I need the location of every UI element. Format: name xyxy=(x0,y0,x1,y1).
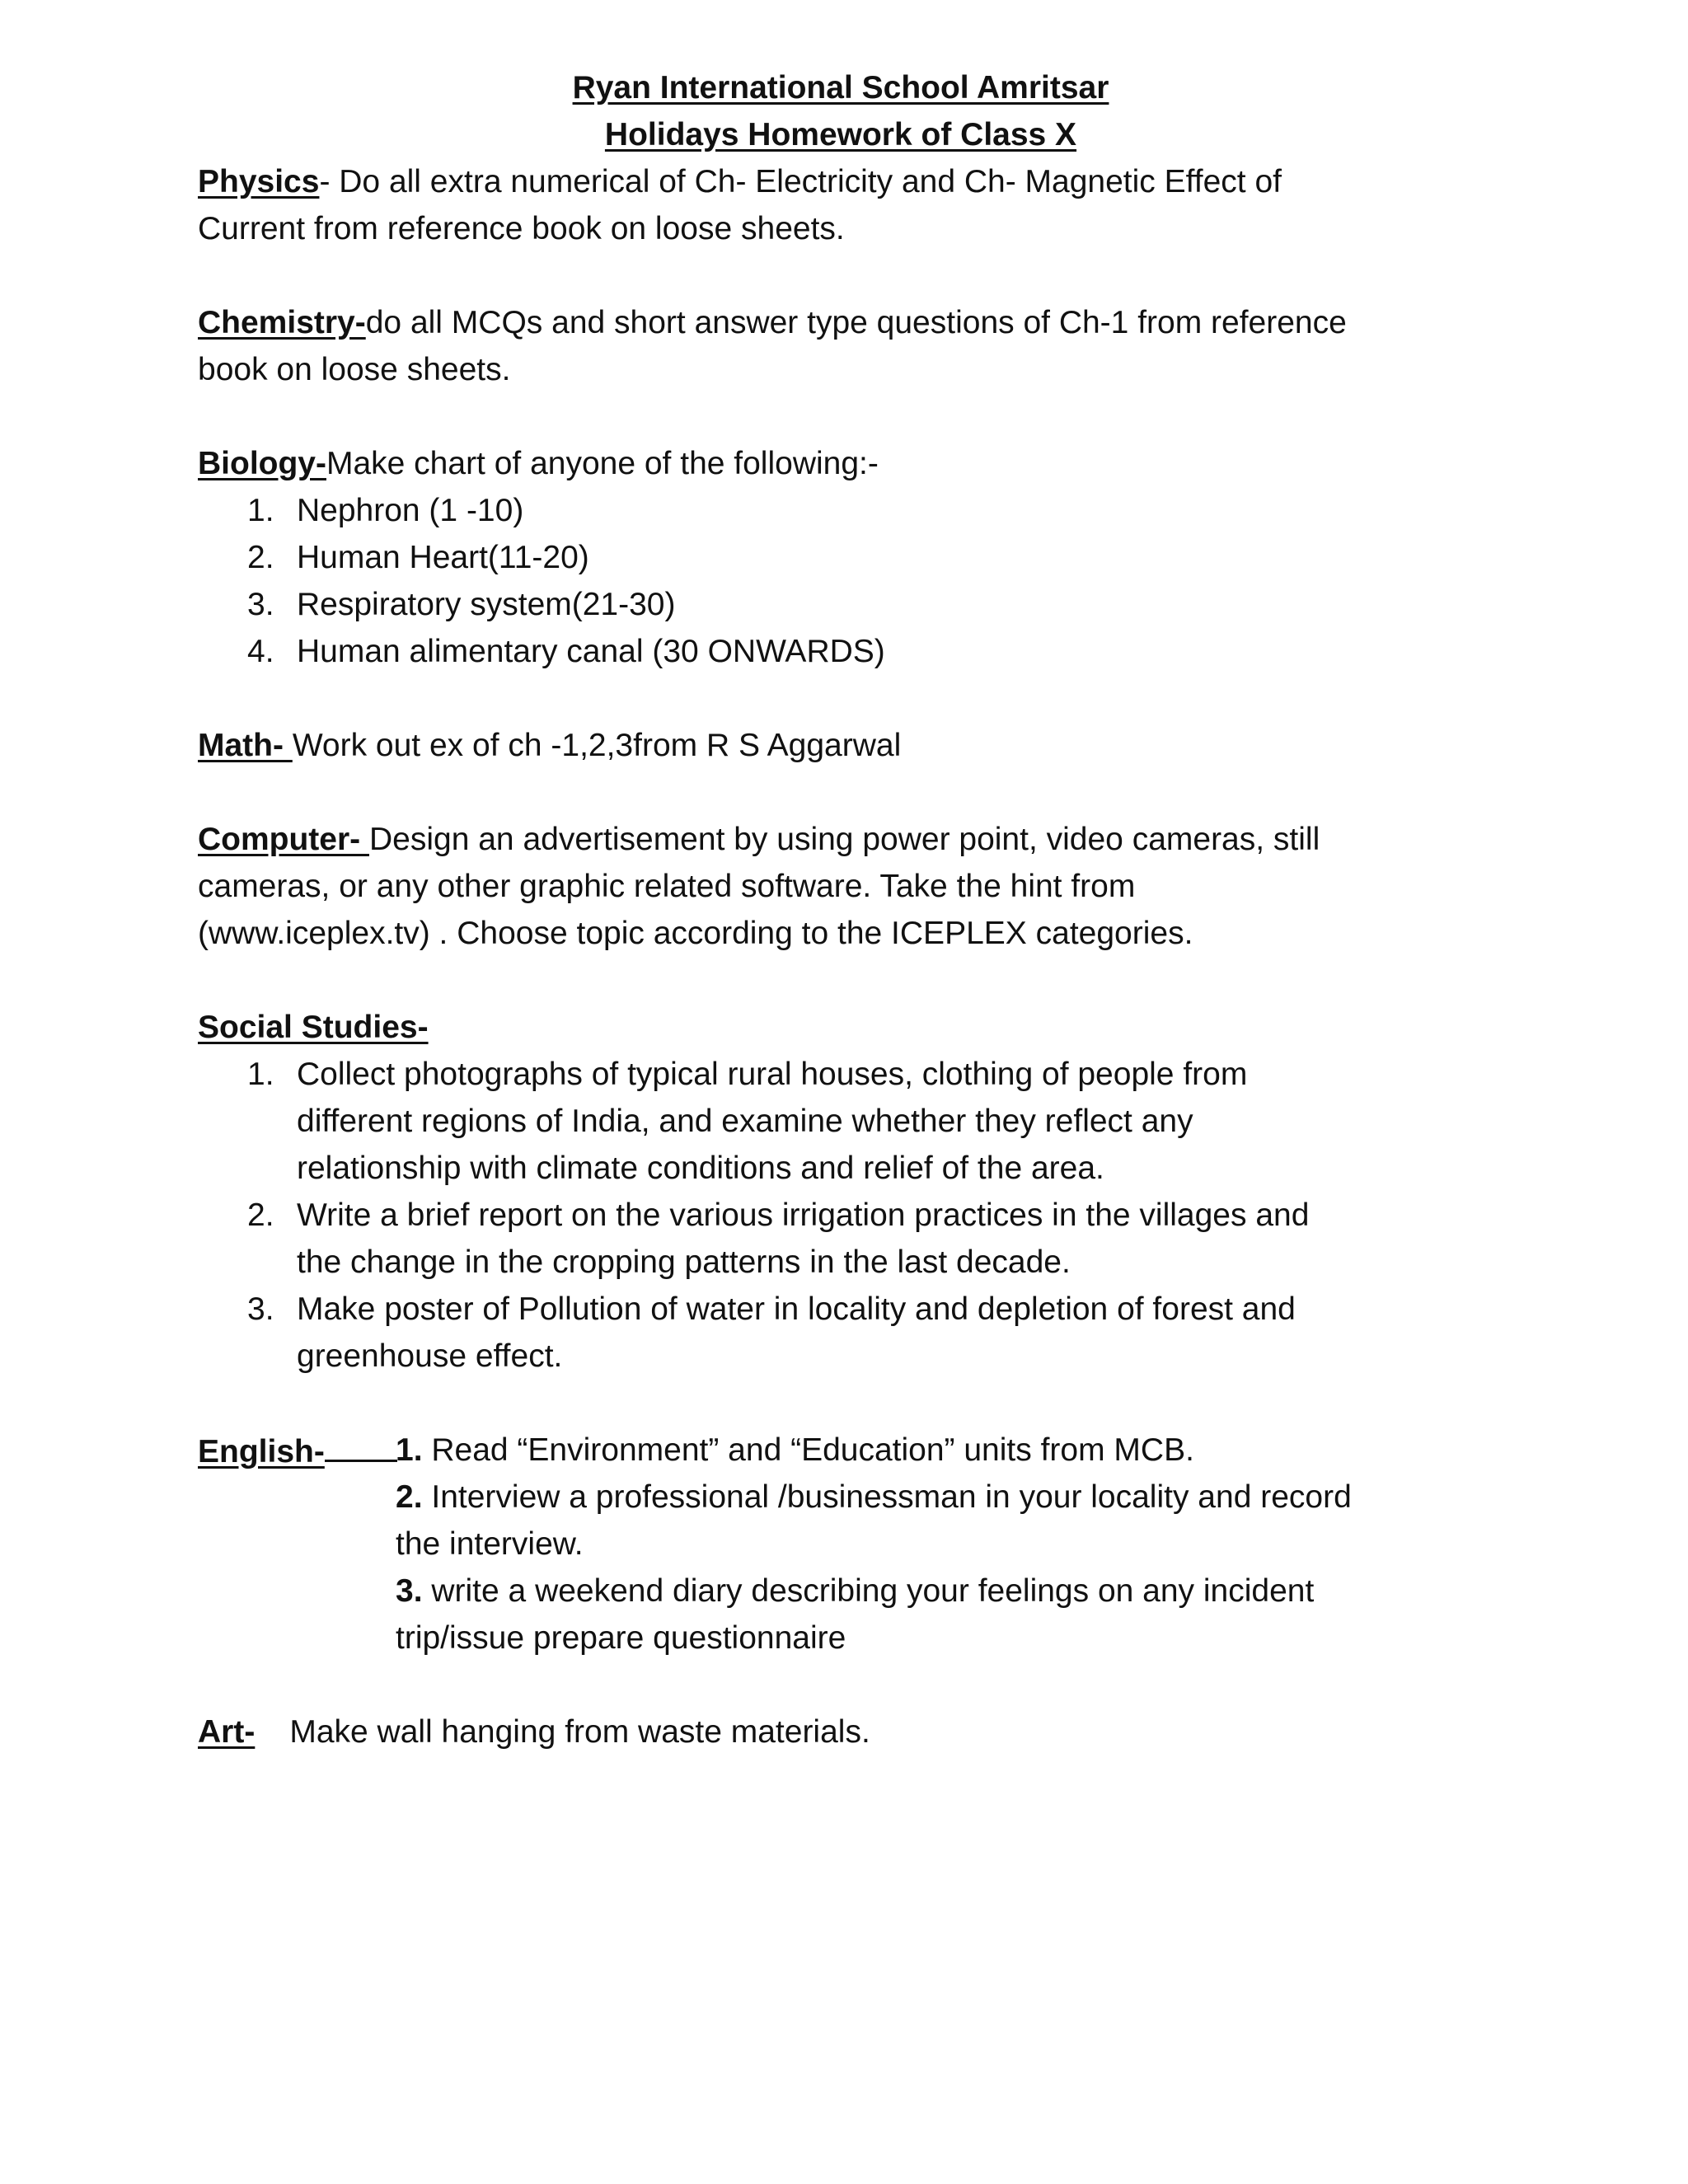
document-content xyxy=(198,64,1484,1755)
english-section xyxy=(198,1427,1484,1661)
physics-label: Physics xyxy=(198,164,320,199)
list-item: 2. Human Heart(11-20) xyxy=(247,540,589,575)
math-label: Math- xyxy=(198,728,293,763)
document-header xyxy=(198,64,1484,158)
biology-intro: Make chart of anyone of the following:- xyxy=(326,446,879,481)
social-studies-section xyxy=(198,1004,1484,1380)
art-text: Make wall hanging from waste materials. xyxy=(289,1714,870,1750)
physics-text-2: Current from reference book on loose sheets. xyxy=(198,211,845,246)
social-studies-list xyxy=(198,1051,1484,1380)
computer-label: Computer- xyxy=(198,822,369,857)
chemistry-label: Chemistry- xyxy=(198,305,366,340)
list-item: 3. write a weekend diary describing your feelings on any incident xyxy=(396,1573,1315,1609)
math-section xyxy=(198,722,1484,769)
computer-text-2: cameras, or any other graphic related software. Take the hint from xyxy=(198,869,1136,904)
social-studies-label: Social Studies- xyxy=(198,1010,429,1045)
list-item: 1. Read “Environment” and “Education” units from MCB. xyxy=(396,1432,1194,1468)
list-item: 1. Collect photographs of typical rural houses, clothing of people from different regions of India, and examine whether they reflect any relationship with climate conditions and relief of the area. xyxy=(247,1057,1248,1186)
english-label: English- xyxy=(198,1434,325,1469)
computer-text-3: (www.iceplex.tv) . Choose topic according to the ICEPLEX categories. xyxy=(198,916,1193,951)
document-title: Holidays Homework of Class X xyxy=(604,117,1077,152)
school-name: Ryan International School Amritsar xyxy=(572,70,1109,105)
chemistry-text-1: do all MCQs and short answer type questions of Ch-1 from reference xyxy=(365,305,1347,340)
list-item: 3. Make poster of Pollution of water in locality and depletion of forest and greenhouse effect. xyxy=(247,1291,1296,1374)
list-item: 2. Write a brief report on the various irrigation practices in the villages and the change in the cropping patterns in the last decade. xyxy=(247,1197,1310,1280)
list-item: 1. Nephron (1 -10) xyxy=(247,493,524,528)
chemistry-section xyxy=(198,299,1484,393)
english-list: 1. Read “Environment” and “Education” units from MCB. 2. Interview a professional /businessman in your locality and record the interview. 3. write a weekend diary describing your feelings on any incident trip/issue prepare questionnaire xyxy=(396,1427,1484,1661)
chemistry-text-2: book on loose sheets. xyxy=(198,352,511,387)
computer-text-1: Design an advertisement by using power point, video cameras, still xyxy=(369,822,1320,857)
biology-list xyxy=(198,487,1484,675)
biology-section xyxy=(198,440,1484,675)
underline-blank xyxy=(325,1427,397,1462)
list-item: 4. Human alimentary canal (30 ONWARDS) xyxy=(247,634,885,669)
physics-text-1: - Do all extra numerical of Ch- Electricity and Ch- Magnetic Effect of xyxy=(319,164,1282,199)
list-item: 2. Interview a professional /businessman in your locality and record xyxy=(396,1479,1352,1515)
biology-label: Biology- xyxy=(198,446,326,481)
art-label: Art- xyxy=(198,1714,256,1750)
computer-section xyxy=(198,816,1484,957)
physics-section xyxy=(198,158,1484,252)
art-section xyxy=(198,1708,1484,1755)
math-text: Work out ex of ch -1,2,3from R S Aggarwal xyxy=(292,728,902,763)
list-item: 3. Respiratory system(21-30) xyxy=(247,587,676,622)
